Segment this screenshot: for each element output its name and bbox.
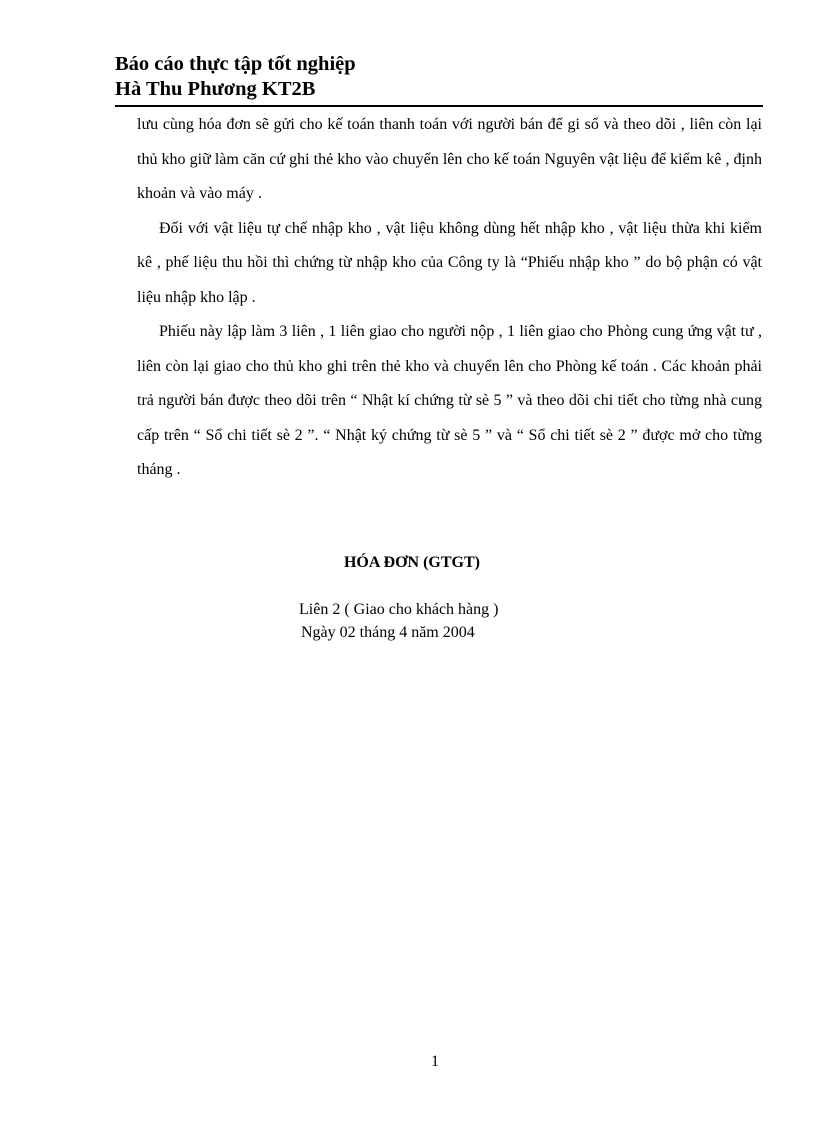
page-number: 1 xyxy=(431,1053,439,1070)
document-header xyxy=(115,52,356,102)
body-text xyxy=(137,108,762,488)
author-name: Hà Thu Phương KT2B xyxy=(115,78,316,100)
invoice-copy-line: Liên 2 ( Giao cho khách hàng ) xyxy=(299,601,499,618)
paragraph-continuation: lưu cùng hóa đơn sẽ gửi cho kế toán thanh toán với người bán để gi sổ và theo dõi , liên còn lại thủ kho giữ làm căn cứ ghi thẻ kho vào chuyển lên cho kế toán Nguyên vật liệu để kiểm kê , định khoản và vào máy . xyxy=(137,116,762,202)
invoice-title: HÓA ĐƠN (GTGT) xyxy=(343,554,480,571)
header-divider xyxy=(115,105,763,107)
paragraph: Đối với vật liệu tự chế nhập kho , vật liệu không dùng hết nhập kho , vật liệu thừa khi kiểm kê , phế liệu thu hồi thì chứng từ nhập kho của Công ty là “Phiếu nhập kho ” do bộ phận có vật liệu nhập kho lập . xyxy=(137,219,762,306)
report-title: Báo cáo thực tập tốt nghiệp xyxy=(115,53,356,75)
paragraph: Phiếu này lập làm 3 liên , 1 liên giao cho người nộp , 1 liên giao cho Phòng cung ứng vật tư , liên còn lại giao cho thủ kho ghi trên thẻ kho và chuyển lên cho Phòng kế toán . Các khoản phải trả người bán được theo dõi trên “ Nhật kí chứng từ sè 5 ” và theo dõi chi tiết cho từng nhà cung cấp trên “ Sổ chi tiết sè 2 ”. “ Nhật ký chứng từ sè 5 ” và “ Sổ chi tiết sè 2 ” được mở cho từng tháng . xyxy=(137,323,762,478)
invoice-date-line: Ngày 02 tháng 4 năm 2004 xyxy=(301,624,475,641)
